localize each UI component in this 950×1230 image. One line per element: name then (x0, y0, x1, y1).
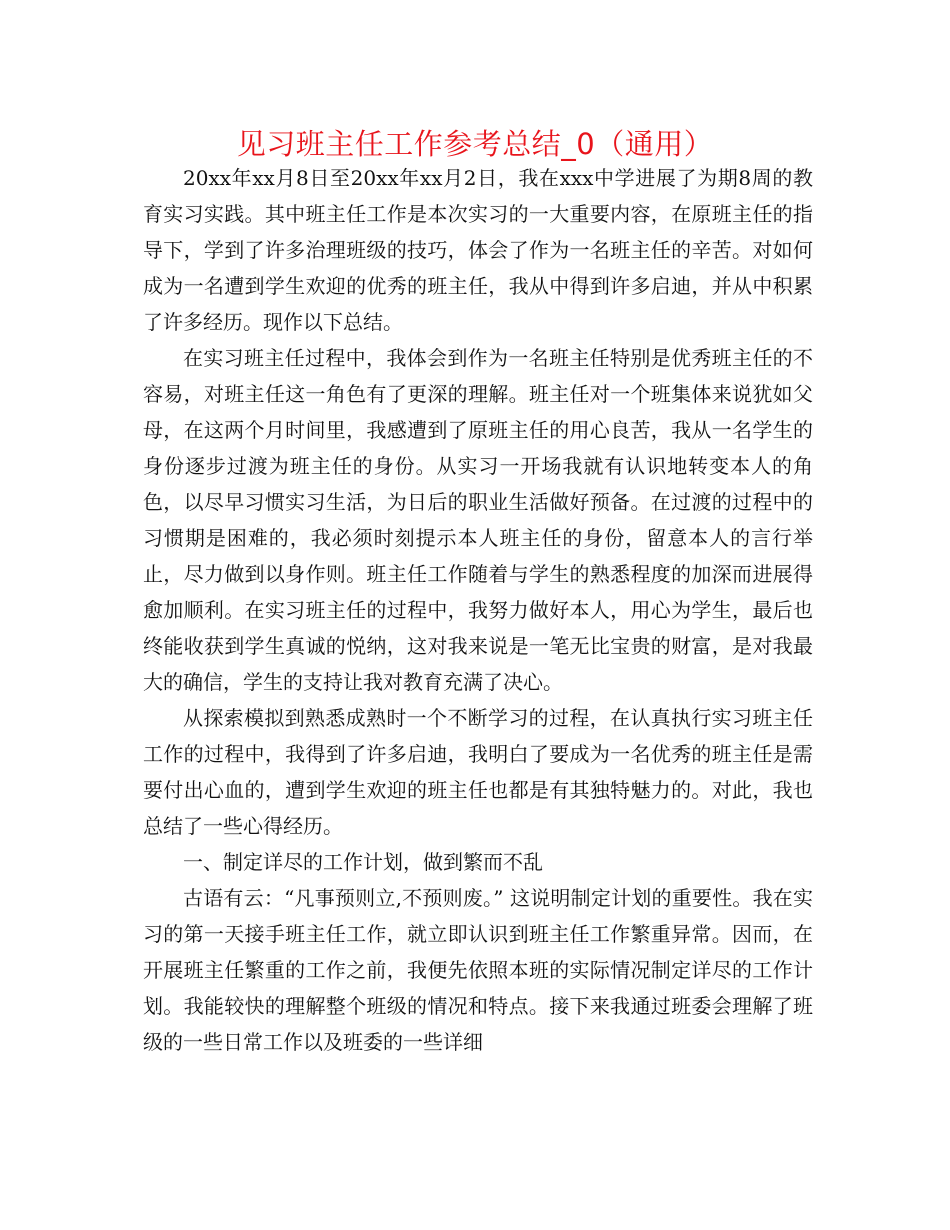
section-heading-1: 一、制定详尽的工作计划，做到繁而不乱 (183, 850, 543, 874)
paragraph-experience: 在实习班主任过程中，我体会到作为一名班主任特别是优秀班主任的不容易，对班主任这一角色有了更深的理解。班主任对一个班集体来说犹如父母，在这两个月时间里，我感遭到了原班主任的用心良苦，我从一名学生的身份逐步过渡为班主任的身份。从实习一开场我就有认识地转变本人的角色，以尽早习惯实习生活，为日后的职业生活做好预备。在过渡的过程中的习惯期是困难的，我必须时刻提示本人班主任的身份，留意本人的言行举止，尽力做到以身作则。班主任工作随着与学生的熟悉程度的加深而进展得愈加顺利。在实习班主任的过程中，我努力做好本人，用心为学生，最后也终能收获到学生真诚的悦纳，这对我来说是一笔无比宝贵的财富，是对我最大的确信，学生的支持让我对教育充满了决心。 (143, 346, 813, 694)
document-title: 见习班主任工作参考总结_0（通用） (236, 127, 714, 161)
paragraph-plan: 古语有云：“凡事预则立,不预则废。” 这说明制定计划的重要性。我在实习的第一天接手班主任工作，就立即认识到班主任工作繁重异常。因而，在开展班主任繁重的工作之前，我便先依照本班的实际情况制定详尽的工作计划。我能较快的理解整个班级的情况和特点。接下来我通过班委会理解了班级的一些日常工作以及班委的一些详细 (143, 886, 813, 1054)
paragraph-reflection: 从探索模拟到熟悉成熟时一个不断学习的过程，在认真执行实习班主任工作的过程中，我得到了许多启迪，我明白了要成为一名优秀的班主任是需要付出心血的，遭到学生欢迎的班主任也都是有其独特魅力的。对此，我也总结了一些心得经历。 (143, 706, 813, 838)
document-body (143, 160, 813, 1060)
paragraph-intro: 20xx年xx月8日至20xx年xx月2日，我在xxx中学进展了为期8周的教育实习实践。其中班主任工作是本次实习的一大重要内容，在原班主任的指导下，学到了许多治理班级的技巧，体会了作为一名班主任的辛苦。对如何成为一名遭到学生欢迎的优秀的班主任，我从中得到许多启迪，并从中积累了许多经历。现作以下总结。 (143, 166, 813, 334)
